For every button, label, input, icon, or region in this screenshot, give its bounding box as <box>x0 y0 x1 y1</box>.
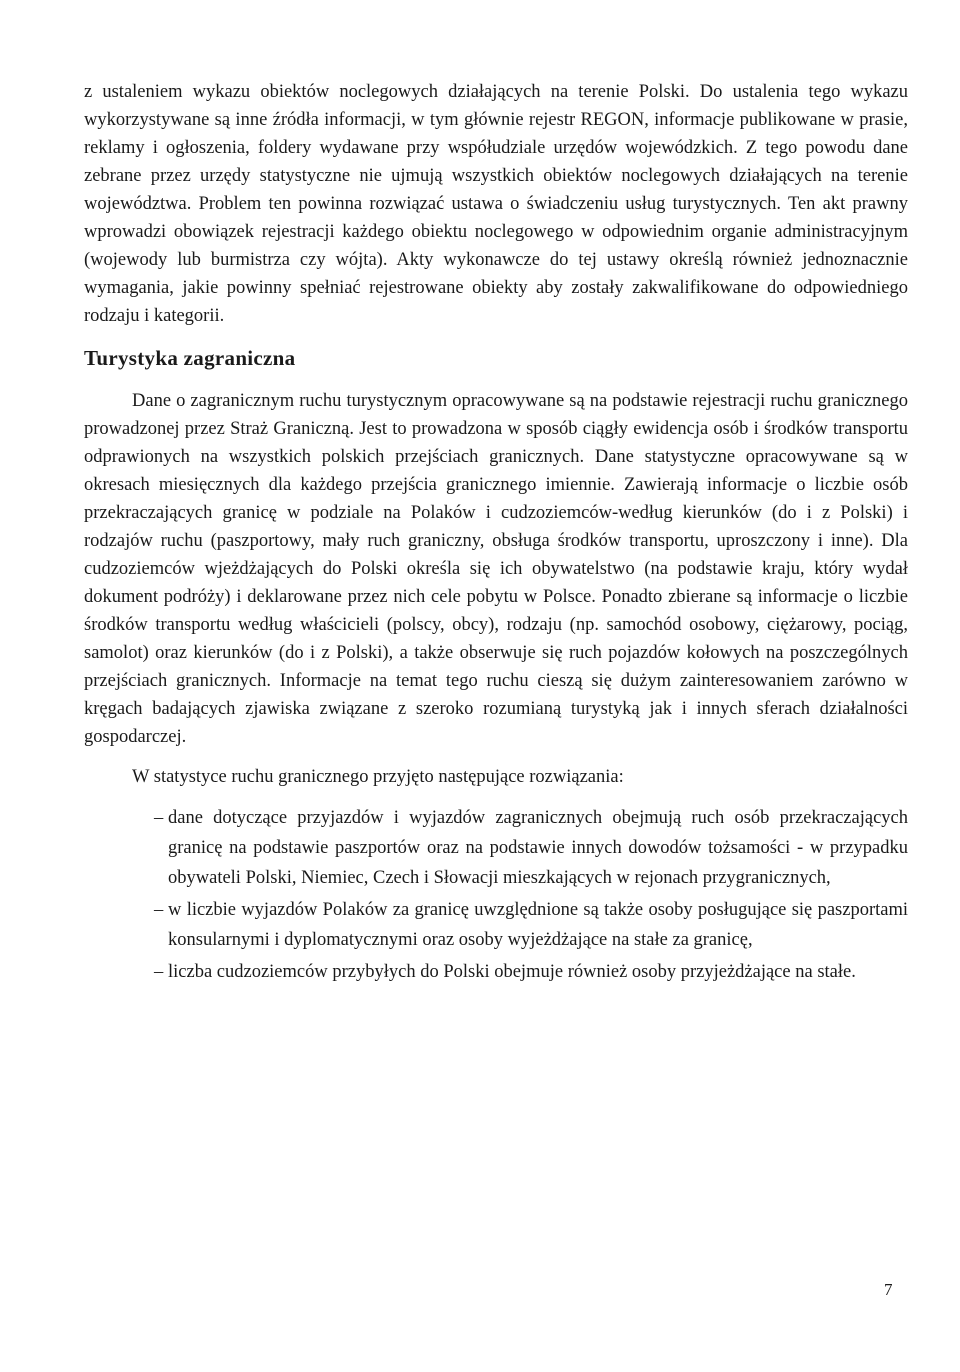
list-dash: – <box>154 808 164 828</box>
rules-list <box>84 803 908 987</box>
list-dash: – <box>154 962 164 982</box>
list-item <box>84 895 908 955</box>
list-item <box>84 957 908 987</box>
list-item <box>84 803 908 893</box>
paragraph-border-traffic: Dane o zagranicznym ruchu turystycznym opracowywane są na podstawie rejestracji ruchu granicznego prowadzonej przez Straż Graniczną. Jest to prowadzona w sposób ciągły ewidencja osób i środków transportu odprawionych na wszystkich polskich przejściach granicznych. Dane statystyczne opracowywane są w okresach miesięcznych dla każdego przejścia granicznego imiennie. Zawierają informacje o liczbie osób przekraczających granicę w podziale na Polaków i cudzoziemców-według kierunków (do i z Polski) i rodzajów ruchu (paszportowy, mały ruch graniczny, obsługa środków transportu, uproszczony i inne). Dla cudzoziemców wjeżdżających do Polski określa się ich obywatelstwo (na podstawie kraju, który wydał dokument podróży) i deklarowane przez nich cele pobytu w Polsce. Ponadto zbierane są informacje o liczbie środków transportu według właścicieli (polscy, obcy), rodzaju (np. samochód osobowy, ciężarowy, pociąg, samolot) oraz kierunków (do i z Polski), a także obserwuje się ruch pojazdów kołowych na poszczególnych przejściach granicznych. Informacje na temat tego ruchu cieszą się dużym zainteresowaniem zarówno w kręgach badających zjawiska związane z szeroko rozumianą turystyką jak i innych sferach działalności gospodarczej. <box>84 391 908 747</box>
document-page <box>84 78 908 989</box>
list-item-text: dane dotyczące przyjazdów i wyjazdów zagranicznych obejmują ruch osób przekraczających granicę na podstawie paszportów oraz na podstawie innych dowodów tożsamości - w przypadku obywateli Polski, Niemiec, Czech i Słowacji mieszkających w rejonach przygranicznych, <box>168 808 908 888</box>
section-heading-foreign-tourism: Turystyka zagraniczna <box>84 346 296 370</box>
list-item-text: w liczbie wyjazdów Polaków za granicę uwzględnione są także osoby posługujące się paszportami konsularnymi i dyplomatycznymi oraz osoby wyjeżdżające na stałe za granicę, <box>168 900 908 950</box>
list-item-text: liczba cudzoziemców przybyłych do Polski obejmuje również osoby przyjeżdżające na stałe. <box>168 962 856 982</box>
paragraph-accommodation-register: z ustaleniem wykazu obiektów noclegowych działających na terenie Polski. Do ustalenia tego wykazu wykorzystywane są inne źródła informacji, w tym głównie rejestr REGON, informacje publikowane w prasie, reklamy i ogłoszenia, foldery wydawane przy współudziale urzędów wojewódzkich. Z tego powodu dane zebrane przez urzędy statystyczne nie ujmują wszystkich obiektów noclegowych działających na terenie województwa. Problem ten powinna rozwiązać ustawa o świadczeniu usług turystycznych. Ten akt prawny wprowadzi obowiązek rejestracji każdego obiektu noclegowego w odpowiednim organie administracyjnym (wojewody lub burmistrza czy wójta). Akty wykonawcze do tej ustawy określą również jednoznacznie wymagania, jakie powinny spełniać rejestrowane obiekty aby zostały zakwalifikowane do odpowiedniego rodzaju i kategorii. <box>84 82 908 326</box>
paragraph-rules-intro: W statystyce ruchu granicznego przyjęto następujące rozwiązania: <box>132 767 624 787</box>
list-dash: – <box>154 900 164 920</box>
page-number: 7 <box>884 1280 893 1299</box>
